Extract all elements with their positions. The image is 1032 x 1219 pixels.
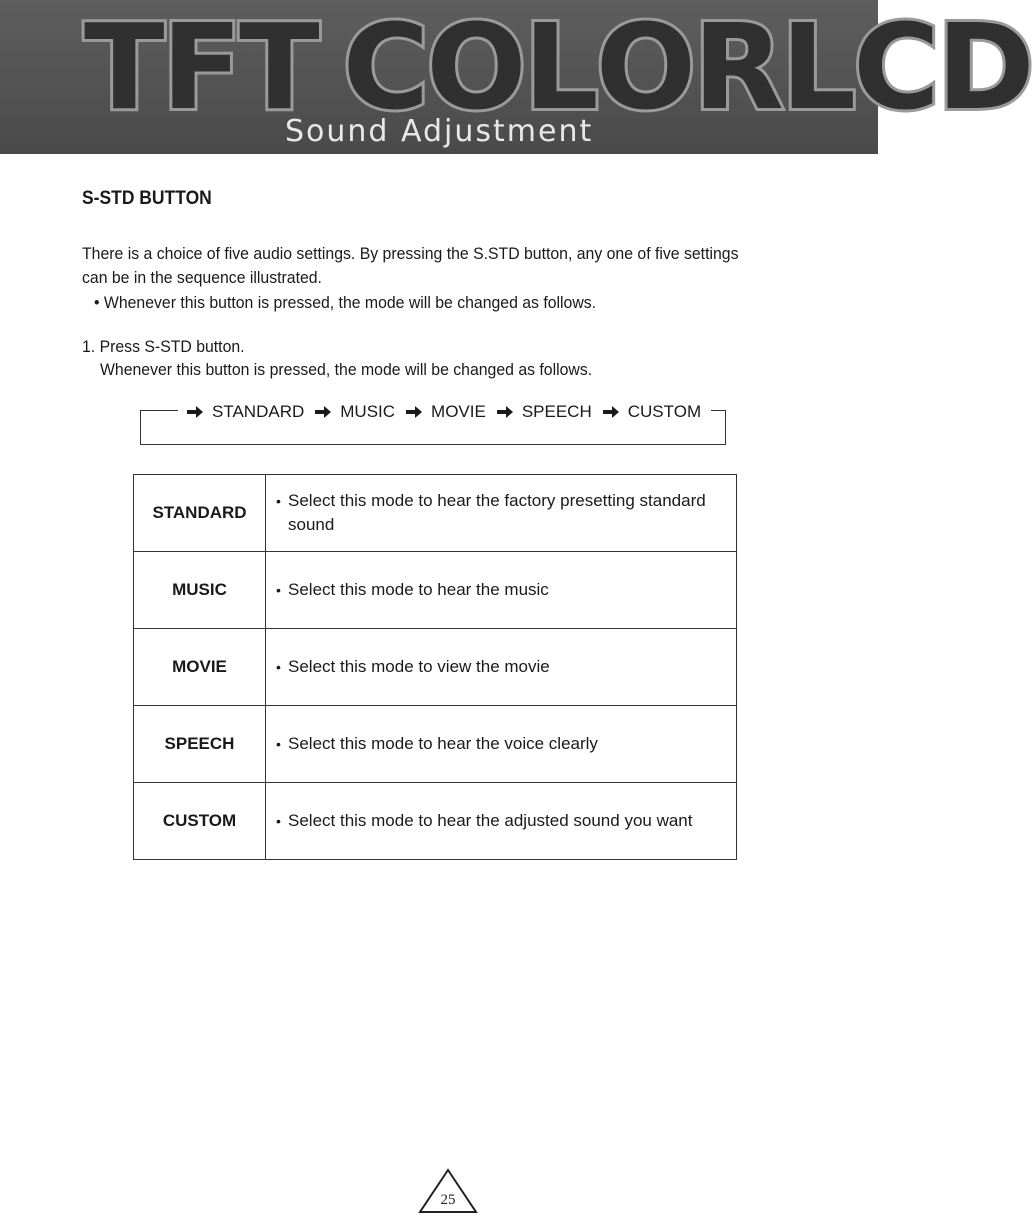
bullet: • (276, 736, 281, 752)
desc-line: Select this mode to hear the voice clearly (288, 734, 598, 753)
brand-letter: C (853, 0, 937, 136)
step-1: 1. Press S-STD button. (82, 337, 245, 356)
brand-letter: L (780, 0, 854, 136)
mode-sequence (186, 400, 711, 424)
brand-letter: C (342, 0, 427, 136)
page-number: 25 (440, 1192, 456, 1208)
sequence-step: CUSTOM (627, 402, 702, 421)
intro-line-2: can be in the sequence illustrated. (82, 268, 322, 287)
brand-letter: T (239, 0, 317, 136)
brand-logo (84, 0, 1032, 136)
mode-name: MUSIC (134, 552, 266, 629)
page-header (0, 0, 1032, 154)
mode-description (266, 706, 737, 783)
page-number-badge (418, 1168, 478, 1214)
sequence-step: SPEECH (521, 402, 592, 421)
bullet-note: • Whenever this button is pressed, the mode will be changed as follows. (94, 293, 597, 312)
brand-letter: F (161, 0, 240, 136)
brand-letter: D (936, 0, 1032, 136)
mode-description (266, 629, 737, 706)
table-row (134, 706, 737, 783)
sequence-step: MOVIE (431, 402, 486, 421)
step-1-detail: Whenever this button is pressed, the mode will be changed as follows. (100, 360, 593, 379)
bullet: • (276, 582, 281, 598)
arrow-right-icon (405, 405, 423, 419)
bullet: • (276, 659, 281, 675)
table-row (134, 783, 737, 860)
sequence-line-left (140, 410, 178, 411)
mode-description (266, 552, 737, 629)
mode-description (266, 475, 737, 552)
desc-line: Select this mode to hear the adjusted sound you want (288, 811, 693, 830)
brand-letter: O (595, 0, 694, 136)
mode-name: STANDARD (134, 475, 266, 552)
brand-letter: L (523, 0, 596, 136)
section-title: S-STD BUTTON (82, 188, 212, 209)
sequence-step: MUSIC (340, 402, 396, 421)
bullet: • (276, 493, 281, 509)
brand-letter: T (84, 0, 162, 136)
arrow-right-icon (314, 405, 332, 419)
brand-letter: O (426, 0, 524, 136)
desc-line: Select this mode to hear the music (288, 580, 549, 599)
mode-table (133, 474, 737, 860)
table-row (134, 475, 737, 552)
arrow-right-icon (602, 405, 620, 419)
desc-line: Select this mode to view the movie (288, 657, 550, 676)
table-row (134, 629, 737, 706)
mode-name: SPEECH (134, 706, 266, 783)
brand-letter: R (693, 0, 781, 136)
sequence-step: STANDARD (212, 402, 305, 421)
arrow-right-icon (186, 405, 204, 419)
desc-line: sound (288, 515, 335, 534)
arrow-right-icon (496, 405, 514, 419)
mode-name: CUSTOM (134, 783, 266, 860)
intro-line-1: There is a choice of five audio settings. By pressing the S.STD button, any one of five settings (82, 244, 739, 263)
page-subtitle: Sound Adjustment (285, 114, 594, 149)
table-row (134, 552, 737, 629)
mode-name: MOVIE (134, 629, 266, 706)
mode-description (266, 783, 737, 860)
desc-line: Select this mode to hear the factory presetting standard (288, 491, 706, 510)
bullet: • (276, 813, 281, 829)
